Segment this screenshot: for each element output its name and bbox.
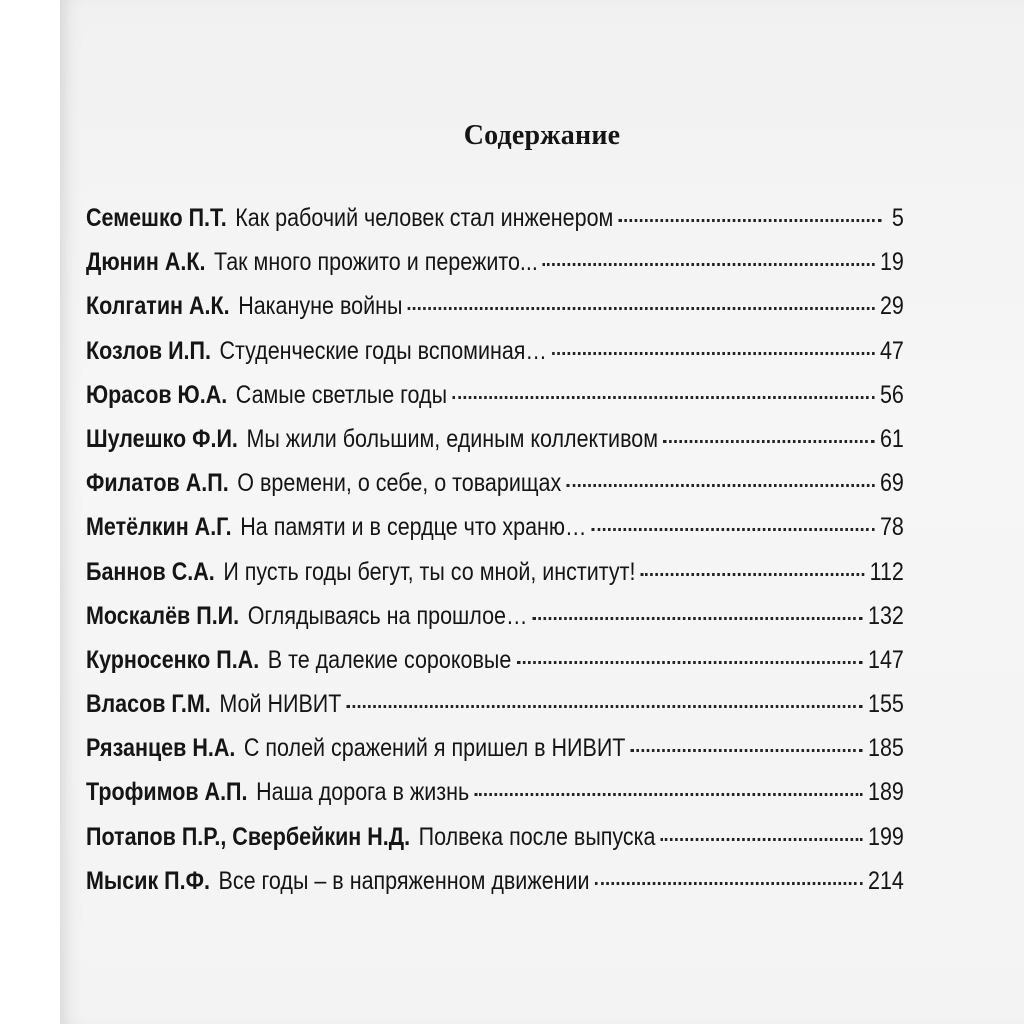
dot-leader: [452, 396, 875, 399]
toc-author: Колгатин А.К.: [86, 292, 230, 321]
toc-title: О времени, о себе, о товарищах: [237, 469, 562, 498]
toc-title: С полей сражений я пришел в НИВИТ: [243, 734, 626, 763]
toc-title: И пусть годы бегут, ты со мной, институт!: [223, 557, 636, 586]
toc-page-number: 112: [869, 557, 904, 586]
toc-title: Полвека после выпуска: [418, 822, 656, 851]
toc-author: Мысик П.Ф.: [86, 866, 210, 895]
toc-title: Накануне войны: [238, 292, 403, 321]
toc-entry: [86, 288, 904, 332]
toc-page-number: 56: [879, 380, 904, 409]
toc-page-number: 199: [867, 822, 904, 851]
toc-entry: [86, 774, 904, 818]
toc-author: Рязанцев Н.А.: [86, 734, 236, 763]
toc-title: Самые светлые годы: [235, 380, 448, 409]
toc-page-number: 47: [879, 336, 904, 365]
toc-entry: [86, 244, 904, 288]
dot-leader: [347, 705, 863, 708]
dot-leader: [631, 749, 863, 752]
toc-author: Дюнин А.К.: [86, 248, 206, 277]
toc-entry: [86, 730, 904, 774]
toc-author: Потапов П.Р., Свербейкин Н.Д.: [86, 822, 411, 851]
dot-leader: [661, 838, 863, 841]
toc-title: Наша дорога в жизнь: [256, 778, 470, 807]
toc-author: Трофимов А.П.: [86, 778, 248, 807]
toc-title: Студенческие годы вспоминая…: [219, 336, 547, 365]
toc-title: Оглядываясь на прошлое…: [247, 601, 528, 630]
dot-leader: [543, 263, 875, 266]
toc-page-number: 19: [879, 248, 904, 277]
toc-author: Козлов И.П.: [86, 336, 211, 365]
toc-entry: [86, 333, 904, 377]
toc-page-number: 185: [867, 734, 904, 763]
toc-title: Так много прожито и пережито...: [214, 248, 538, 277]
toc-page-number: 189: [867, 778, 904, 807]
toc-author: Метёлкин А.Г.: [86, 513, 232, 542]
toc-author: Шулешко Ф.И.: [86, 424, 238, 453]
toc-page-number: 78: [879, 513, 904, 542]
toc-entry: [86, 200, 904, 244]
toc-title: В те далекие сороковые: [267, 645, 512, 674]
toc-page-number: 29: [879, 292, 904, 321]
dot-leader: [595, 882, 863, 885]
toc-title: Все годы – в напряженном движении: [218, 866, 590, 895]
toc-author: Филатов А.П.: [86, 469, 229, 498]
toc-title: Мой НИВИТ: [219, 690, 342, 719]
toc-entry: [86, 377, 904, 421]
toc-author: Власов Г.М.: [86, 690, 211, 719]
toc-entry: [86, 598, 904, 642]
dot-leader: [592, 528, 875, 531]
dot-leader: [663, 440, 875, 443]
dot-leader: [619, 219, 882, 222]
dot-leader: [566, 484, 874, 487]
toc-page-number: 5: [891, 204, 904, 232]
dot-leader: [474, 793, 862, 796]
toc-title: Мы жили большим, единым коллективом: [246, 424, 658, 453]
toc-page-number: 132: [867, 601, 904, 630]
toc-entry: [86, 642, 904, 686]
toc-page-number: 69: [879, 469, 904, 498]
dot-leader: [533, 617, 863, 620]
toc-entry: [86, 421, 904, 465]
toc-entry: [86, 554, 904, 598]
toc-page-number: 61: [879, 424, 904, 453]
table-of-contents: [86, 200, 904, 907]
dot-leader: [552, 352, 875, 355]
toc-entry: [86, 509, 904, 553]
toc-entry: [86, 465, 904, 509]
toc-entry: [86, 686, 904, 730]
toc-entry: [86, 819, 904, 863]
toc-author: Юрасов Ю.А.: [86, 380, 228, 409]
toc-entry: [86, 863, 904, 907]
toc-page-number: 147: [867, 645, 904, 674]
toc-page-number: 155: [867, 690, 904, 719]
page-title: Содержание: [463, 120, 621, 151]
toc-author: Семешко П.Т.: [86, 204, 227, 232]
toc-author: Москалёв П.И.: [86, 601, 240, 630]
toc-title: Как рабочий человек стал инженером: [235, 204, 614, 232]
dot-leader: [516, 661, 862, 664]
toc-page-number: 214: [867, 866, 904, 895]
dot-leader: [641, 573, 865, 576]
toc-title: На памяти и в сердце что храню…: [240, 513, 587, 542]
toc-author: Курносенко П.А.: [86, 645, 260, 674]
dot-leader: [408, 307, 875, 310]
toc-author: Баннов С.А.: [86, 557, 215, 586]
